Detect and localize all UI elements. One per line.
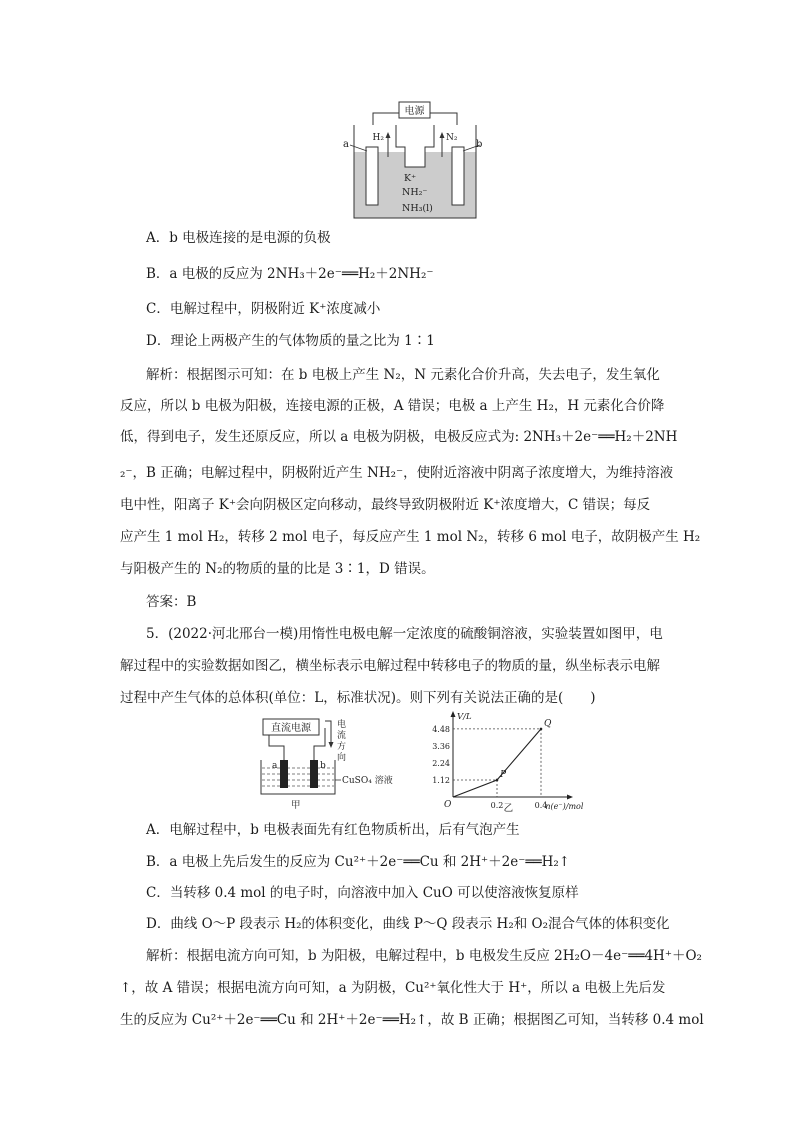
q5-option-b: B．a 电极上先后发生的反应为 Cu²⁺＋2e⁻══Cu 和 2H⁺＋2e⁻══H₂↑ bbox=[146, 854, 571, 870]
current-dir-char: 电 bbox=[337, 720, 347, 730]
current-dir-char: 流 bbox=[337, 731, 347, 741]
dc-power-label: 直流电源 bbox=[271, 723, 311, 734]
q5-option-d: D．曲线 O～P 段表示 H₂的体积变化，曲线 P～Q 段表示 H₂和 O₂混合气体的体积变化 bbox=[146, 916, 670, 932]
y-tick-label: 2.24 bbox=[432, 758, 450, 768]
q5-stem-line: 5．(2022·河北邢台一模)用惰性电极电解一定浓度的硫酸铜溶液，实验装置如图甲，电 bbox=[146, 626, 663, 642]
q5-analysis-line: 解析：根据电流方向可知，b 为阳极，电解过程中，b 电极发生反应 2H₂O－4e⁻══4H⁺＋O₂ bbox=[146, 948, 702, 964]
y-tick-label: 1.12 bbox=[432, 775, 450, 785]
label-gas-n2: N₂ bbox=[446, 133, 458, 143]
y-axis-arrow bbox=[451, 711, 456, 717]
label-electrode-a: a bbox=[343, 139, 349, 150]
q4-analysis-line: ₂⁻，B 正确；电解过程中，阴极附近产生 NH₂⁻，使附近溶液中阴离子浓度增大，为维持溶液 bbox=[120, 465, 674, 481]
electrode-b bbox=[452, 147, 464, 205]
origin-label: O bbox=[444, 800, 452, 810]
electrode-a bbox=[366, 147, 378, 205]
x-tick-label: 0.2 bbox=[490, 801, 504, 810]
y-axis-label: V/L bbox=[457, 712, 472, 722]
q4-analysis-line: 与阳极产生的 N₂的物质的量的比是 3∶1，D 错误。 bbox=[120, 561, 435, 577]
label-electrode-b: b bbox=[320, 761, 326, 771]
label-solution-nh3: NH₃(l) bbox=[402, 203, 433, 214]
gas-volume-chart bbox=[418, 712, 584, 814]
q4-analysis-line: 应产生 1 mol H₂，转移 2 mol 电子，每反应产生 1 mol N₂，转移 6 mol 电子，故阴极产生 H₂ bbox=[120, 529, 701, 545]
label-electrode-a: a bbox=[272, 761, 278, 771]
label-cuso4-solution: CuSO₄ 溶液 bbox=[342, 776, 393, 786]
data-point bbox=[496, 779, 499, 782]
q4-option-d: D．理论上两极产生的气体物质的量之比为 1∶1 bbox=[146, 333, 435, 349]
q5-analysis-line: ↑，故 A 错误；根据电流方向可知，a 为阴极，Cu²⁺氧化性大于 H⁺，所以 a 电极上先后发 bbox=[120, 980, 666, 996]
x-tick-label: 0.4 bbox=[534, 801, 548, 810]
label-ion-k: K⁺ bbox=[404, 173, 417, 184]
q4-option-c: C．电解过程中，阴极附近 K⁺浓度减小 bbox=[146, 301, 381, 317]
y-tick-label: 4.48 bbox=[432, 724, 450, 734]
q5-stem-line: 解过程中的实验数据如图乙，横坐标表示电解过程中转移电子的物质的量，纵坐标表示电解 bbox=[120, 658, 660, 674]
q4-option-b: B．a 电极的反应为 2NH₃＋2e⁻══H₂＋2NH₂⁻ bbox=[146, 266, 434, 282]
x-axis-arrow bbox=[567, 795, 573, 800]
figure-jia-caption: 甲 bbox=[291, 800, 301, 811]
electrolysis-cell-diagram bbox=[340, 95, 490, 225]
chart-caption: 乙 bbox=[503, 803, 514, 814]
point-label-Q: Q bbox=[544, 718, 552, 729]
q4-analysis-line: 电中性，阳离子 K⁺会向阴极区定向移动，最终导致阴极附近 K⁺浓度增大，C 错误；每反 bbox=[120, 497, 651, 513]
y-tick-label: 3.36 bbox=[432, 741, 450, 751]
q5-stem-line: 过程中产生气体的总体积(单位：L，标准状况)。则下列有关说法正确的是( ) bbox=[120, 690, 596, 706]
electrode-a bbox=[280, 760, 288, 788]
label-ion-nh2: NH₂⁻ bbox=[402, 187, 428, 198]
current-dir-char: 方 bbox=[337, 742, 347, 752]
q5-analysis-line: 生的反应为 Cu²⁺＋2e⁻══Cu 和 2H⁺＋2e⁻══H₂↑，故 B 正确；根据图乙可知，当转移 0.4 mol bbox=[120, 1012, 704, 1028]
q4-analysis-line: 反应，所以 b 电极为阳极，连接电源的正极，A 错误；电极 a 上产生 H₂，H 元素化合价降 bbox=[120, 398, 665, 414]
copper-sulfate-electrolysis-diagram bbox=[255, 716, 405, 816]
q4-answer: 答案：B bbox=[146, 594, 197, 610]
q4-option-a: A．b 电极连接的是电源的负极 bbox=[146, 230, 331, 246]
current-dir-char: 向 bbox=[337, 753, 347, 763]
q4-analysis-line: 解析：根据图示可知：在 b 电极上产生 N₂，N 元素化合价升高，失去电子，发生氧化 bbox=[146, 367, 660, 383]
data-point bbox=[540, 728, 543, 731]
series-line bbox=[453, 729, 541, 797]
label-gas-h2: H₂ bbox=[372, 133, 384, 143]
point-label-P: P bbox=[500, 769, 507, 780]
q5-option-a: A．电解过程中，b 电极表面先有红色物质析出，后有气泡产生 bbox=[146, 822, 520, 838]
x-axis-label: n(e⁻)/mol bbox=[545, 802, 584, 811]
q5-option-c: C．当转移 0.4 mol 的电子时，向溶液中加入 CuO 可以使溶液恢复原样 bbox=[146, 885, 579, 901]
electrode-b bbox=[310, 760, 318, 788]
label-electrode-b: b bbox=[476, 139, 483, 150]
q4-analysis-line: 低，得到电子，发生还原反应，所以 a 电极为阴极，电极反应式为: 2NH₃＋2e⁻══H₂＋2NH bbox=[120, 429, 678, 445]
power-source-label: 电源 bbox=[404, 106, 425, 117]
